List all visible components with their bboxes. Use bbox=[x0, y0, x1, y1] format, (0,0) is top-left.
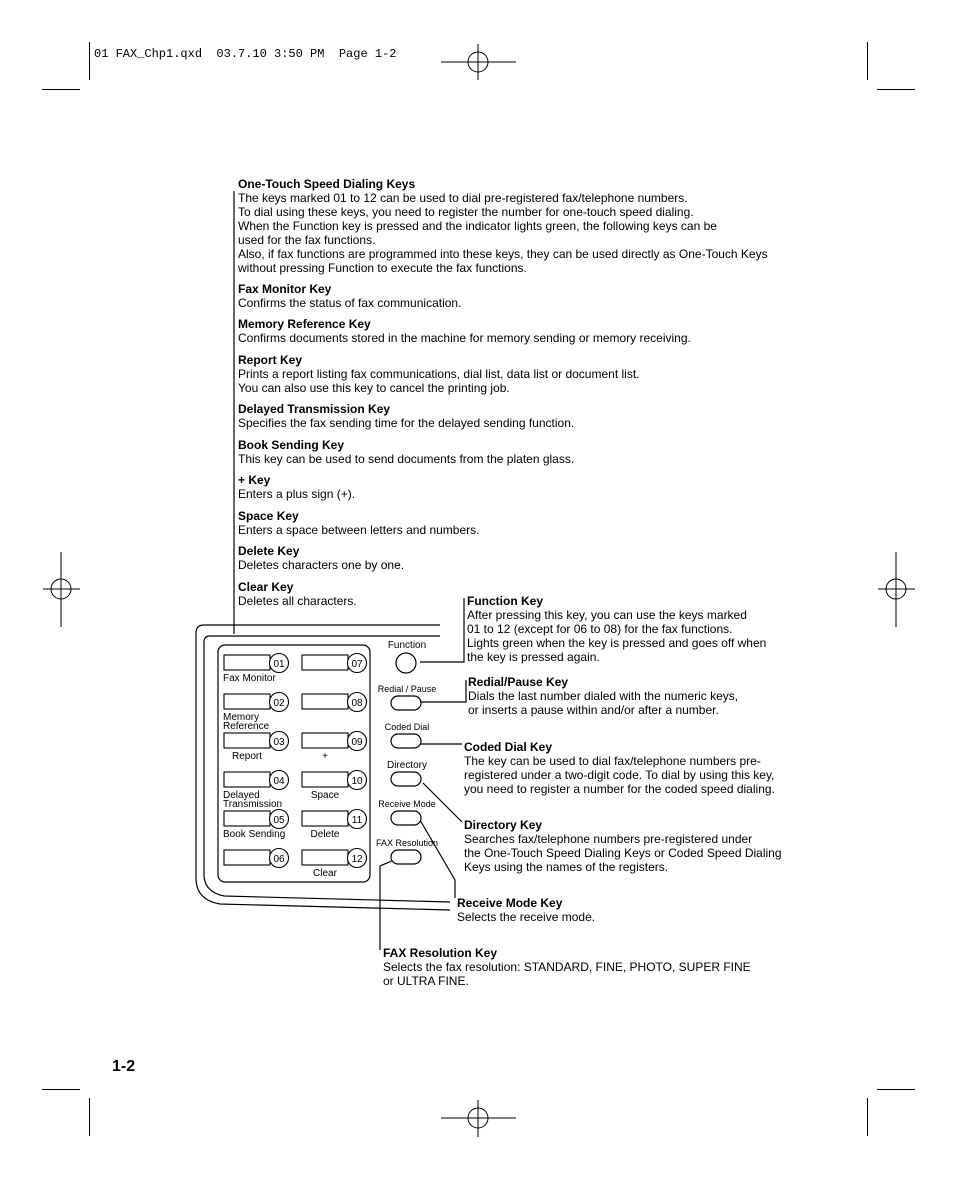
key-number: 03 bbox=[273, 737, 285, 748]
key-label: Space bbox=[310, 790, 340, 801]
leader-line bbox=[420, 820, 455, 898]
one-touch-key-01[interactable] bbox=[224, 655, 270, 670]
desc-report: Report Key Prints a report listing fax communications, dial list, data list or document list. You can also use this key to cancel the printing job. bbox=[238, 353, 640, 395]
one-touch-key-04[interactable] bbox=[224, 772, 270, 787]
desc-one-touch-keys: One-Touch Speed Dialing Keys The keys marked 01 to 12 can be used to dial pre-registered fax/telephone numbers. To dial using these keys, you need to register the number for one-touch speed dialing. When the Function key is pressed and the indicator lights green, the following keys can be used for the fax functions. Also, if fax functions are programmed into these keys, they can be used directly as One-Touch Keys without pressing Function to execute the fax functions. bbox=[238, 177, 768, 275]
function-key-label: Directory bbox=[386, 760, 428, 771]
one-touch-key-07[interactable] bbox=[302, 655, 348, 670]
desc-directory: Directory Key Searches fax/telephone numbers pre-registered under the One-Touch Speed Dialing Keys or Coded Speed Dialing Keys using the names of the registers. bbox=[464, 818, 782, 874]
desc-delete: Delete Key Deletes characters one by one. bbox=[238, 544, 405, 572]
function-key-label: Function bbox=[387, 640, 427, 651]
file-slug: 01 FAX_Chp1.qxd 03.7.10 3:50 PM Page 1-2 bbox=[94, 47, 397, 61]
desc-coded-dial: Coded Dial Key The key can be used to dial fax/telephone numbers pre- registered under a two-digit code. To dial by using this key, you need to register a number for the coded speed dialing. bbox=[464, 740, 775, 796]
function-key-label: Redial / Pause bbox=[377, 684, 437, 694]
desc-fax-monitor: Fax Monitor Key Confirms the status of fax communication. bbox=[238, 282, 462, 310]
one-touch-key-03[interactable] bbox=[224, 733, 270, 748]
desc-delayed-transmission: Delayed Transmission Key Specifies the fax sending time for the delayed sending function. bbox=[238, 402, 575, 430]
one-touch-key-02[interactable] bbox=[224, 694, 270, 709]
key-number: 11 bbox=[351, 815, 363, 826]
key-number: 07 bbox=[351, 659, 363, 670]
leader-line bbox=[380, 860, 394, 950]
key-number: 04 bbox=[273, 776, 285, 787]
key-label: Report bbox=[231, 751, 263, 762]
key-number: 01 bbox=[273, 659, 285, 670]
one-touch-key-08[interactable] bbox=[302, 694, 348, 709]
key-label: Delayed bbox=[223, 790, 260, 801]
key-label: Delete bbox=[310, 829, 340, 840]
desc-space: Space Key Enters a space between letters and numbers. bbox=[238, 509, 480, 537]
one-touch-key-05[interactable] bbox=[224, 811, 270, 826]
key-label: Book Sending bbox=[223, 829, 286, 840]
function-key-label: Receive Mode bbox=[378, 799, 436, 809]
function-key-label: Coded Dial bbox=[384, 722, 430, 732]
function-key-button[interactable] bbox=[391, 734, 421, 748]
key-number: 05 bbox=[273, 815, 285, 826]
key-number: 10 bbox=[351, 776, 363, 787]
desc-memory-reference: Memory Reference Key Confirms documents stored in the machine for memory sending or memory receiving. bbox=[238, 317, 691, 345]
one-touch-key-06[interactable] bbox=[224, 850, 270, 865]
desc-redial-pause: Redial/Pause Key Dials the last number dialed with the numeric keys, or inserts a pause within and/or after a number. bbox=[468, 675, 739, 717]
leader-line bbox=[420, 598, 464, 662]
key-label: Clear bbox=[313, 868, 337, 879]
one-touch-key-11[interactable] bbox=[302, 811, 348, 826]
desc-function: Function Key After pressing this key, you can use the keys marked 01 to 12 (except for 06 to 08) for the fax functions. Lights green when the key is pressed and goes off when the key is pressed again. bbox=[467, 594, 767, 664]
page-number: 1-2 bbox=[112, 1058, 136, 1075]
desc-plus: + Key Enters a plus sign (+). bbox=[238, 473, 356, 501]
key-number: 12 bbox=[351, 854, 363, 865]
key-number: 02 bbox=[273, 698, 285, 709]
function-key-button[interactable] bbox=[391, 850, 421, 864]
function-key-label: FAX Resolution bbox=[375, 838, 439, 848]
desc-receive-mode: Receive Mode Key Selects the receive mode. bbox=[457, 896, 596, 924]
function-key-button[interactable] bbox=[391, 696, 421, 710]
one-touch-key-10[interactable] bbox=[302, 772, 348, 787]
one-touch-key-09[interactable] bbox=[302, 733, 348, 748]
function-key-button[interactable] bbox=[396, 653, 416, 673]
function-key-button[interactable] bbox=[391, 811, 421, 825]
key-number: 09 bbox=[351, 737, 363, 748]
key-number: 08 bbox=[351, 698, 363, 709]
desc-fax-resolution: FAX Resolution Key Selects the fax resolution: STANDARD, FINE, PHOTO, SUPER FINE or ULTRA FINE. bbox=[383, 946, 751, 988]
key-number: 06 bbox=[273, 854, 285, 865]
key-label: Fax Monitor bbox=[223, 673, 276, 684]
function-key-button[interactable] bbox=[391, 772, 421, 786]
key-label: Transmission bbox=[223, 799, 283, 810]
one-touch-key-12[interactable] bbox=[302, 850, 348, 865]
key-label: Reference bbox=[223, 721, 270, 732]
key-label: Memory bbox=[223, 712, 260, 723]
key-label: + bbox=[322, 751, 328, 762]
desc-clear: Clear Key Deletes all characters. bbox=[238, 580, 357, 608]
desc-book-sending: Book Sending Key This key can be used to send documents from the platen glass. bbox=[238, 438, 575, 466]
